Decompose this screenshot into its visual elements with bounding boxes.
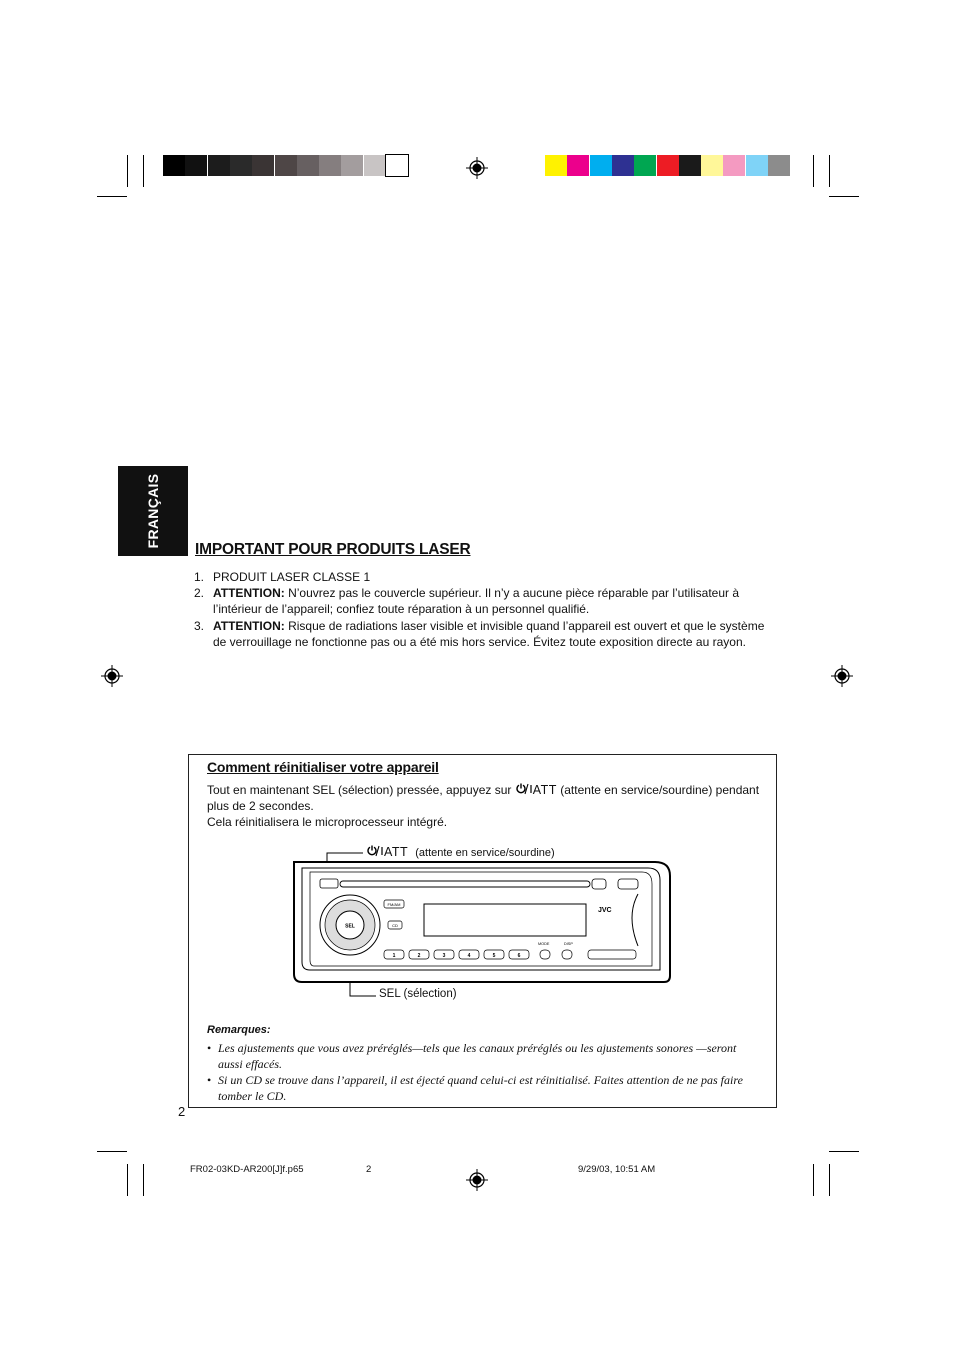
notes (207, 1022, 752, 1104)
color-swatch (319, 155, 341, 176)
language-tab-label: FRANÇAIS (145, 473, 161, 549)
brand-logo: JVC (598, 907, 612, 914)
reset-text: (attente en service/sourdine) pendant plus de 2 secondes. (207, 783, 760, 814)
preset-label: 2 (417, 953, 421, 959)
preset-label: 1 (392, 953, 396, 959)
color-swatch (275, 155, 297, 176)
preset-label: 6 (517, 953, 521, 959)
registration-target (831, 665, 853, 687)
disp-label: DISP (564, 942, 573, 946)
notes-title: Remarques: (207, 1024, 271, 1036)
laser-section-title: IMPORTANT POUR PRODUITS LASER (195, 541, 471, 558)
color-swatch (723, 155, 745, 176)
fmam-button-label: FM/AM (387, 902, 401, 907)
reset-title: Comment réinitialiser votre appareil (207, 759, 439, 775)
list-item: • Si un CD se trouve dans l’appareil, il est éjecté quand celui-ci est réinitialisé. Faites attention de ne pas faire tomber le CD. (207, 1073, 743, 1103)
color-swatch (386, 155, 408, 176)
color-swatch (634, 155, 656, 176)
registration-target (466, 157, 488, 179)
language-tab (118, 466, 188, 556)
note-text: Les ajustements que vous avez préréglés—tels que les canaux préréglés ou les ajustements sonores —seront aussi effacés. (218, 1041, 737, 1071)
preset-label: 4 (467, 953, 471, 959)
color-swatch (252, 155, 274, 176)
list-item: • Les ajustements que vous avez préréglés—tels que les canaux préréglés ou les ajustements sonores —seront aussi effacés. (207, 1041, 737, 1071)
color-swatch (612, 155, 634, 176)
reset-text: Cela réinitialisera le microprocesseur intégré. (207, 815, 448, 830)
color-swatch (364, 155, 386, 176)
item-text: PRODUIT LASER CLASSE 1 (213, 570, 371, 584)
color-swatch (163, 155, 185, 176)
item-number: 3. (194, 618, 205, 633)
registration-target (466, 1169, 488, 1191)
color-swatch (746, 155, 768, 176)
mode-label: MODE (538, 942, 550, 946)
preset-label: 3 (442, 953, 446, 959)
reset-text: Tout en maintenant SEL (sélection) pressée, appuyez sur (207, 783, 515, 797)
list-item (194, 585, 778, 617)
item-text: Risque de radiations laser visible et invisible quand l’appareil est ouvert et que le système de verrouillage ne fonctionne pas ou a été mis hors service. Évitez toute exposition directe au rayon. (213, 618, 765, 649)
preset-label: 5 (492, 953, 496, 959)
att-label: ATT (384, 845, 409, 859)
att-label: ATT (532, 783, 557, 797)
list-item (194, 569, 778, 585)
item-number: 2. (194, 586, 205, 601)
laser-list (194, 569, 778, 650)
color-swatch (657, 155, 679, 176)
callout-sel: SEL (sélection) (379, 988, 457, 1000)
color-swatch (567, 155, 589, 176)
color-swatch (208, 155, 230, 176)
cd-button-label: CD (392, 923, 398, 928)
note-text: Si un CD se trouve dans l’appareil, il est éjecté quand celui-ci est réinitialisé. Faites attention de ne pas faire tomber le CD. (218, 1073, 743, 1103)
color-swatch (701, 155, 723, 176)
color-swatch (590, 155, 612, 176)
sel-button-label: SEL (345, 923, 355, 930)
reset-instructions (207, 782, 763, 831)
page-number: 2 (178, 1104, 186, 1119)
color-swatch (679, 155, 701, 176)
color-swatch (341, 155, 363, 176)
item-label: ATTENTION: (213, 586, 285, 601)
power-icon (515, 783, 533, 795)
callout-text: (attente en service/sourdine) (415, 847, 555, 859)
color-swatch (185, 155, 207, 176)
item-label: ATTENTION: (213, 618, 285, 633)
footer-page: 2 (366, 1164, 372, 1175)
color-swatch (230, 155, 252, 176)
list-item (194, 618, 778, 650)
car-stereo-illustration (280, 850, 680, 1000)
color-swatch (768, 155, 790, 176)
footer-date: 9/29/03, 10:51 AM (578, 1164, 656, 1175)
registration-target (101, 665, 123, 687)
color-swatch (545, 155, 567, 176)
item-text: N’ouvrez pas le couvercle supérieur. Il n’y a aucune pièce réparable par l’utilisateur à l’intérieur de l’appareil; confiez toute réparation à un personnel qualifié. (213, 586, 740, 617)
color-swatch (297, 155, 319, 176)
item-number: 1. (194, 570, 205, 584)
footer-file: FR02-03KD-AR200[J]f.p65 (190, 1164, 304, 1175)
